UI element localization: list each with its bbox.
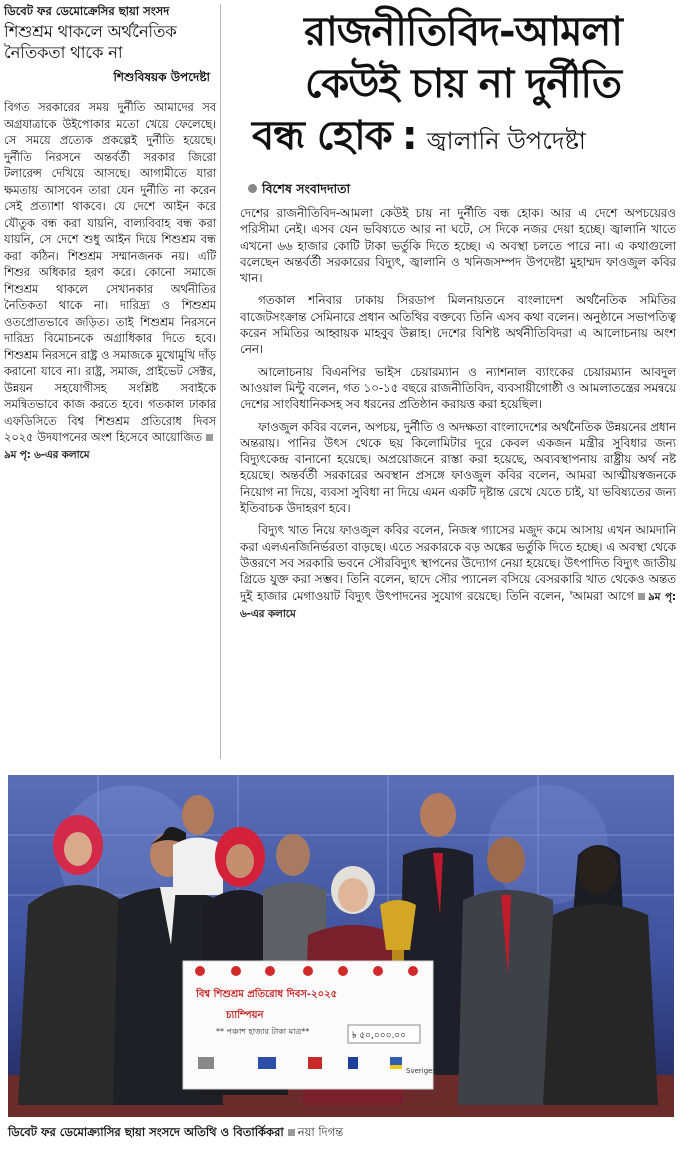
main-headline-line3-text: বন্ধ হোক <box>252 113 392 159</box>
caption-square-icon <box>288 1129 295 1136</box>
left-kicker: ডিবেট ফর ডেমোক্রেসির ছায়া সংসদ <box>4 4 170 18</box>
column-divider <box>220 4 221 759</box>
main-paragraph-last <box>240 522 676 622</box>
main-byline <box>248 181 350 201</box>
event-photo <box>8 775 674 1117</box>
banner-amount: ৳ ৫০,০০০.০০ <box>352 1031 407 1041</box>
continuation-square-icon <box>206 434 213 441</box>
main-byline-text: বিশেষ সংবাদদাতা <box>262 181 351 196</box>
prize-banner <box>183 961 436 1089</box>
banner-champion: চ্যাম্পিয়ন <box>226 1010 264 1021</box>
photo-caption <box>8 1124 343 1143</box>
main-paragraph: ফাওজুল কবির বলেন, অপচয়, দুর্নীতি ও অদক্ষতা বাংলাদেশের অর্থনৈতিক উন্নয়নের প্রধান অন্তরায়। পানির উৎস থেকে ছয় কিলোমিটার দূরে কেবল একজন মন্ত্রীর সুবিধার জন্য বিদ্যুৎকেন্দ্র বানানো হয়েছে। অপ্রয়োজনে রাস্তা করা হয়েছে, অব্যবস্থাপনায় রাষ্ট্রীয় অর্থ নষ্ট হয়েছে। অন্তর্বর্তী সরকারের অবস্থান প্রসঙ্গে ফাওজুল কবির বলেন, আমরা আত্মীয়স্বজনকে নিয়োগ না দিয়ে, ব্যবসা সুবিধা না দিয়ে এমন একটি দৃষ্টান্ত রেখে যেতে চাই, যা ভবিষ্যতের জন্য ইতিবাচক উদাহরণ হবে। <box>240 419 676 516</box>
left-body-text: বিগত সরকারের সময় দুর্নীতি আমাদের সব অগ্রযাত্রাকে উইপোকার মতো খেয়ে ফেলেছে। সে সময়ে প্রত্যেক প্রকল্পেই দুর্নীতি হয়েছে। দুর্নীতি নিরসনে অন্তর্বর্তী সরকার জিরো টলারেন্স দেখিয়ে আসছে। আগামীতে যারা ক্ষমতায় আসবেন তারা যেন দুর্নীতি না করেন সেই প্রত্যাশা থাকবে। যে দেশে আইন করে যৌতুক বন্ধ করা যায়নি, বাল্যবিবাহ বন্ধ করা যায়নি, সে দেশে শুধু আইন দিয়ে শিশুশ্রম বন্ধ করা কঠিন। শিশুশ্রম সম্মানজনক নয়। এটি শিশুর অধিকার হরণ করে। কোনো সমাজে শিশুশ্রম থাকলে সেখানকার অর্থনীতির নৈতিকতা থাকে না। দারিদ্র্য ও শিশুশ্রম ওতপ্রোতভাবে জড়িত। তাই শিশুশ্রম নিরসনে দারিদ্র্য বিমোচনকে অগ্রাধিকার দিতে হবে। শিশুশ্রম নিরসনে রাষ্ট্র ও সমাজকে মুখোমুখি দাঁড় করানো যাবে না। রাষ্ট্র, সমাজ, প্রাইভেট সেক্টর, উন্নয়ন সহযোগীসহ সংশ্লিষ্ট সবাইকে সমন্বিতভাবে কাজ করতে হবে। গতকাল ঢাকার এফডিসিতে বিশ্ব শিশুশ্রম প্রতিরোধ দিবস ২০২৫ উদযাপনের অংশ হিসেবে আয়োজিত <box>4 100 216 444</box>
main-headline <box>240 6 686 176</box>
main-paragraph: আলোচনায় বিএনপির ভাইস চেয়ারম্যান ও ন্যাশনাল ব্যাংকের চেয়ারম্যান আবদুল আওয়াল মিন্টু বলেন, গত ১০-১৫ বছরে রাজনীতিবিদ, ব্যবসায়ীগোষ্ঠী ও আমলাতন্ত্রের সমন্বয়ে দেশের সাংবিধানিকসহ সব ধরনের প্রতিষ্ঠান করায়ত্ত করা হয়েছিল। <box>240 364 676 412</box>
main-headline-speaker: জ্বালানি উপদেষ্টা <box>426 127 586 155</box>
main-headline-line1: রাজনীতিবিদ-আমলা <box>304 9 622 55</box>
headline-colon: : <box>401 113 417 159</box>
main-body <box>240 205 676 628</box>
banner-amount-words: ** পঞ্চাশ হাজার টাকা মাত্র** <box>216 1027 310 1036</box>
caption-text: ডিবেট ফর ডেমোক্র্যাসির ছায়া সংসদে অতিথি ও বিতার্কিকরা <box>8 1125 284 1139</box>
left-body <box>4 99 216 463</box>
photo-illustration <box>8 775 674 1117</box>
main-headline-line2: কেউই চায় না দুর্নীতি <box>305 61 621 107</box>
left-byline: শিশুবিষয়ক উপদেষ্টা <box>113 70 210 84</box>
left-article <box>4 4 216 764</box>
banner-sponsor: Sveriges <box>406 1067 437 1075</box>
left-headline-line2: নৈতিকতা থাকে না <box>4 43 123 62</box>
main-continuation: ৯ম পৃ: ৬-এর কলামে <box>240 590 676 620</box>
left-continuation: ৯ম পৃ: ৬-এর কলামে <box>4 448 90 461</box>
byline-bullet-icon <box>248 184 257 193</box>
banner-title: বিশ্ব শিশুশ্রম প্রতিরোধ দিবস-২০২৫ <box>196 989 338 1000</box>
main-paragraph-text: বিদ্যুৎ খাত নিয়ে ফাওজুল কবির বলেন, নিজস্ব গ্যাসের মজুদ কমে আসায় এখন আমদানি করা এলএনজিনির্ভরতা বাড়ছে। এতে সরকারকে বড় অঙ্কের ভর্তুকি দিতে হচ্ছে। এ অবস্থা থেকে উত্তরণে সব সরকারি ভবনে সৌরবিদ্যুৎ স্থাপনের উদ্যোগ নেয়া হয়েছে। উৎপাদিত বিদ্যুৎ জাতীয় গ্রিডে যুক্ত করা সম্ভব। তিনি বলেন, ছাদে সৌর প্যানেল বসিয়ে বেসরকারি খাত থেকেও অন্তত দুই হাজার মেগাওয়াট বিদ্যুৎ উৎপাদনের সুযোগ রয়েছে। তিনি বলেন, 'আমরা আগে <box>240 523 676 603</box>
main-headline-line3 <box>240 110 686 167</box>
left-headline-line1: শিশুশ্রম থাকলে অর্থনৈতিক <box>4 22 177 41</box>
main-paragraph: গতকাল শনিবার ঢাকায় সিরডাপ মিলনায়তনে বাংলাদেশ অর্থনৈতিক সমিতির বাজেটসংক্রান্ত সেমিনারে প্রধান অতিথির বক্তব্যে তিনি এসব কথা বলেন। অনুষ্ঠানে সভাপতিত্ব করেন সমিতির আহ্বায়ক মাহবুব উল্লাহ। দেশের বিশিষ্ট অর্থনীতিবিদরা এ আলোচনায় অংশ নেন। <box>240 293 676 357</box>
left-headline <box>4 21 216 63</box>
continuation-square-icon <box>638 593 645 600</box>
caption-source: নয়া দিগন্ত <box>297 1125 344 1139</box>
main-paragraph: দেশের রাজনীতিবিদ-আমলা কেউই চায় না দুর্নীতি বন্ধ হোক। আর এ দেশে অপচয়েরও পরিসীমা নেই। এসব যেন ভবিষ্যতে আর না ঘটে, সে দিকে নজর দেয়া হচ্ছে। জ্বালানি খাতে এখনো ৬৬ হাজার কোটি টাকা ভর্তুকি দিতে হচ্ছে। এ অবস্থা চলতে পারে না। এ কথাগুলো বলেছেন অন্তর্বর্তী সরকারের বিদ্যুৎ, জ্বালানি ও খনিজসম্পদ উপদেষ্টা মুহাম্মদ ফাওজুল কবির খান। <box>240 206 676 286</box>
